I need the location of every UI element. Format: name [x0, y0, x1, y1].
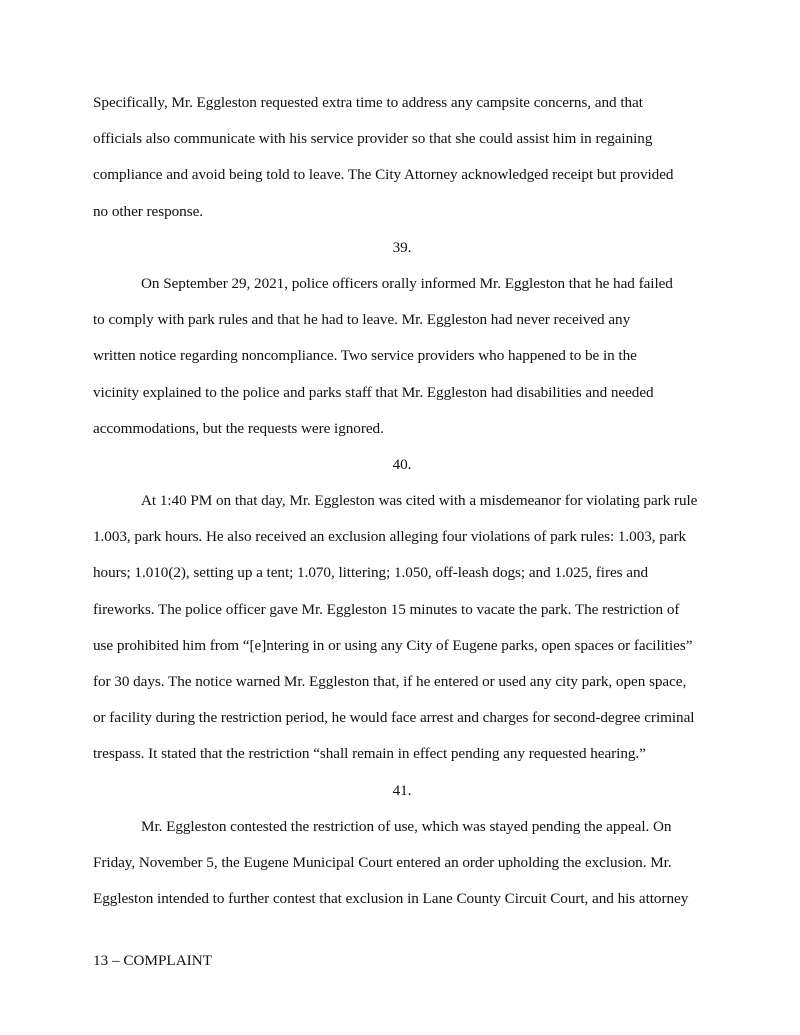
text-line: Friday, November 5, the Eugene Municipal Court entered an order upholding the exclusion. Mr.: [93, 853, 672, 871]
text-line: use prohibited him from “[e]ntering in or using any City of Eugene parks, open spaces or facilities”: [93, 636, 693, 654]
text-line: for 30 days. The notice warned Mr. Eggleston that, if he entered or used any city park, open space,: [93, 673, 687, 690]
text-line: to comply with park rules and that he had to leave. Mr. Eggleston had never received any: [93, 311, 631, 329]
paragraph-number: 39.: [392, 238, 412, 256]
text-line: fireworks. The police officer gave Mr. Eggleston 15 minutes to vacate the park. The restriction of: [93, 600, 680, 618]
text-line: At 1:40 PM on that day, Mr. Eggleston was cited with a misdemeanor for violating park rule: [141, 492, 698, 510]
text-line: officials also communicate with his service provider so that she could assist him in regaining: [93, 130, 653, 148]
text-line: vicinity explained to the police and parks staff that Mr. Eggleston had disabilities and needed: [93, 383, 654, 401]
page-footer: 13 – COMPLAINT: [93, 952, 212, 969]
text-line: or facility during the restriction period, he would face arrest and charges for second-degree criminal: [93, 709, 695, 727]
text-line: written notice regarding noncompliance. Two service providers who happened to be in the: [93, 347, 637, 365]
text-line: compliance and avoid being told to leave. The City Attorney acknowledged receipt but provided: [93, 166, 674, 184]
text-line: trespass. It stated that the restriction “shall remain in effect pending any requested hearing.”: [93, 745, 646, 763]
text-line: Eggleston intended to further contest that exclusion in Lane County Circuit Court, and his attorney: [93, 890, 689, 908]
complaint-body: [93, 91, 733, 923]
paragraph-number: 41.: [392, 781, 412, 799]
text-line: On September 29, 2021, police officers orally informed Mr. Eggleston that he had failed: [141, 274, 673, 292]
text-line: 1.003, park hours. He also received an exclusion alleging four violations of park rules: 1.003, park: [93, 528, 687, 546]
text-line: no other response.: [93, 202, 204, 220]
text-line: accommodations, but the requests were ignored.: [93, 419, 384, 437]
paragraph-number: 40.: [392, 455, 412, 473]
text-line: hours; 1.010(2), setting up a tent; 1.070, littering; 1.050, off-leash dogs; and 1.025, fires and: [93, 564, 649, 582]
text-line: Specifically, Mr. Eggleston requested extra time to address any campsite concerns, and that: [93, 94, 643, 111]
text-line: Mr. Eggleston contested the restriction of use, which was stayed pending the appeal. On: [141, 817, 672, 835]
